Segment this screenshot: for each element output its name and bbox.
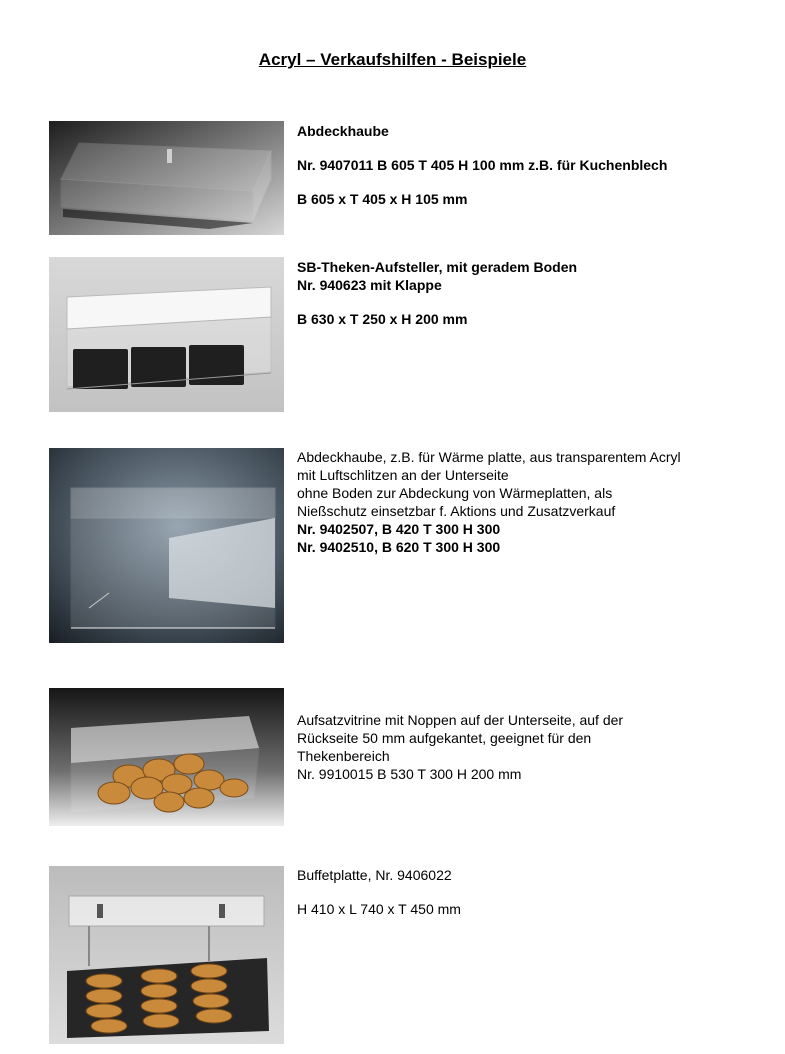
acrylic-cover-icon — [49, 121, 284, 235]
product-description: Thekenbereich — [297, 748, 390, 764]
product-name: Buffetplatte, Nr. 9406022 — [297, 867, 452, 883]
counter-display-icon — [49, 257, 284, 412]
product-image-buffetplatte — [49, 866, 284, 1044]
product-text-abdeckhaube — [297, 122, 667, 208]
product-text-aufsatzvitrine — [297, 711, 623, 783]
product-name: Abdeckhaube — [297, 123, 389, 139]
product-description: mit Luftschlitzen an der Unterseite — [297, 467, 509, 483]
product-number: Nr. 9402507, B 420 T 300 H 300 — [297, 521, 501, 537]
product-image-abdeckhaube — [49, 121, 284, 235]
product-dimensions: B 605 x T 405 x H 105 mm — [297, 191, 468, 207]
product-image-aufsatzvitrine — [49, 688, 284, 826]
product-description: ohne Boden zur Abdeckung von Wärmeplatten, als — [297, 485, 613, 501]
product-number: Nr. 9910015 B 530 T 300 H 200 mm — [297, 766, 522, 782]
product-text-sb-theken-aufsteller — [297, 258, 577, 328]
product-dimensions: H 410 x L 740 x T 450 mm — [297, 901, 461, 917]
buffet-plate-icon — [49, 866, 284, 1044]
product-text-buffetplatte — [297, 866, 461, 918]
product-name: Abdeckhaube, z.B. für Wärme platte, aus transparentem Acryl — [297, 449, 681, 465]
product-dimensions: B 630 x T 250 x H 200 mm — [297, 311, 468, 327]
product-image-waermeplatte-abdeckhaube — [49, 448, 284, 643]
product-description: Rückseite 50 mm aufgekantet, geeignet für den — [297, 730, 592, 746]
product-number: Nr. 9407011 B 605 T 405 H 100 mm z.B. für Kuchenblech — [297, 157, 668, 173]
product-number: Nr. 9402510, B 620 T 300 H 300 — [297, 539, 501, 555]
product-name: Aufsatzvitrine mit Noppen auf der Unterseite, auf der — [297, 712, 624, 728]
heat-plate-cover-icon — [49, 448, 284, 643]
product-image-sb-theken-aufsteller — [49, 257, 284, 412]
product-text-waermeplatte-abdeckhaube — [297, 448, 681, 556]
product-description: Nießschutz einsetzbar f. Aktions und Zusatzverkauf — [297, 503, 616, 519]
product-number: Nr. 940623 mit Klappe — [297, 277, 442, 293]
page-title: Acryl – Verkaufshilfen - Beispiele — [258, 50, 527, 69]
bread-showcase-icon — [49, 688, 284, 826]
product-name: SB-Theken-Aufsteller, mit geradem Boden — [297, 259, 578, 275]
